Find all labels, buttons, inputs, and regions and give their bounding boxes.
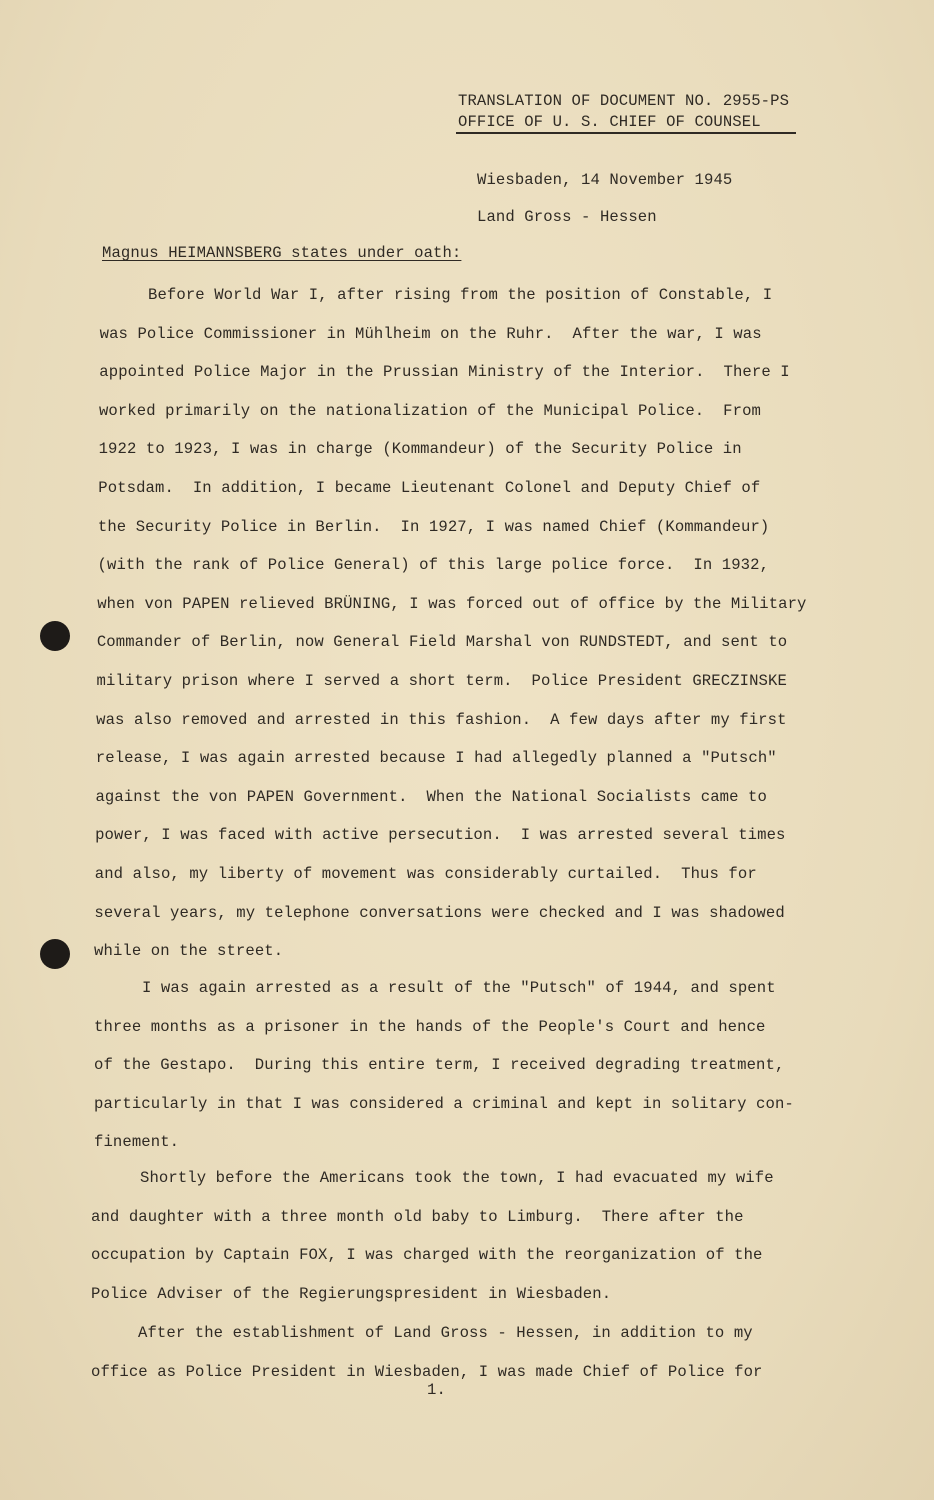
paragraph-3-line: Shortly before the Americans took the town, I had evacuated my wife <box>140 1169 774 1187</box>
location: Land Gross - Hessen <box>477 208 657 226</box>
paragraph-1-line: release, I was again arrested because I had allegedly planned a "Putsch" <box>95 749 777 768</box>
paragraph-1-line: Before World War I, after rising from the position of Constable, I <box>148 286 773 304</box>
paragraph-2-line: I was again arrested as a result of the "Putsch" of 1944, and spent <box>142 979 776 997</box>
header-underline <box>456 132 796 134</box>
statement-heading: Magnus HEIMANNSBERG states under oath: <box>102 244 462 262</box>
paragraph-3-line: Police Adviser of the Regierungspresident in Wiesbaden. <box>91 1284 612 1303</box>
paragraph-1-line: appointed Police Major in the Prussian Ministry of the Interior. There I <box>99 363 790 382</box>
paragraph-1-line: 1922 to 1923, I was in charge (Kommandeur) of the Security Police in <box>98 440 742 459</box>
paragraph-3-line: and daughter with a three month old baby to Limburg. There after the <box>91 1207 744 1226</box>
paragraph-4-line: office as Police President in Wiesbaden, I was made Chief of Police for <box>91 1362 763 1381</box>
paragraph-1-line: worked primarily on the nationalization of the Municipal Police. From <box>98 401 761 420</box>
paragraph-2-line: of the Gestapo. During this entire term, I received degrading treatment, <box>94 1056 785 1075</box>
paragraph-1-line: military prison where I served a short term. Police President GRECZINSKE <box>96 672 787 690</box>
paragraph-1-line: while on the street. <box>94 942 284 961</box>
paragraph-1-line: several years, my telephone conversations were checked and I was shadowed <box>94 903 785 922</box>
header-translation-line: TRANSLATION OF DOCUMENT NO. 2955-PS <box>458 92 790 110</box>
paragraph-3-line: occupation by Captain FOX, I was charged with the reorganization of the <box>91 1246 763 1265</box>
paragraph-2-line: finement. <box>94 1133 180 1152</box>
paragraph-1-line: was Police Commissioner in Mühlheim on the Ruhr. After the war, I was <box>99 324 762 343</box>
punch-hole <box>40 939 70 969</box>
place-date: Wiesbaden, 14 November 1945 <box>477 171 733 189</box>
paragraph-1-line: the Security Police in Berlin. In 1927, I was named Chief (Kommandeur) <box>97 517 770 536</box>
paragraph-1-line: (with the rank of Police General) of this large police force. In 1932, <box>97 556 770 575</box>
paragraph-1-line: Potsdam. In addition, I became Lieutenant Colonel and Deputy Chief of <box>98 479 761 497</box>
paragraph-1-line: against the von PAPEN Government. When the National Socialists came to <box>95 787 767 806</box>
paragraph-4-line: After the establishment of Land Gross - Hessen, in addition to my <box>138 1324 753 1342</box>
paragraph-2-line: three months as a prisoner in the hands of the People's Court and hence <box>94 1017 766 1036</box>
punch-hole <box>40 621 70 651</box>
paragraph-2-line: particularly in that I was considered a criminal and kept in solitary con- <box>94 1094 794 1113</box>
paragraph-1-line: power, I was faced with active persecution. I was arrested several times <box>95 826 786 845</box>
paragraph-1-line: was also removed and arrested in this fashion. A few days after my first <box>96 710 787 729</box>
paragraph-1-line: and also, my liberty of movement was considerably curtailed. Thus for <box>94 865 757 883</box>
page-number: 1. <box>427 1381 446 1399</box>
header-office-line: OFFICE OF U. S. CHIEF OF COUNSEL <box>458 113 761 131</box>
paragraph-1-line: when von PAPEN relieved BRÜNING, I was forced out of office by the Military <box>97 594 807 613</box>
paragraph-1-line: Commander of Berlin, now General Field Marshal von RUNDSTEDT, and sent to <box>96 633 788 652</box>
